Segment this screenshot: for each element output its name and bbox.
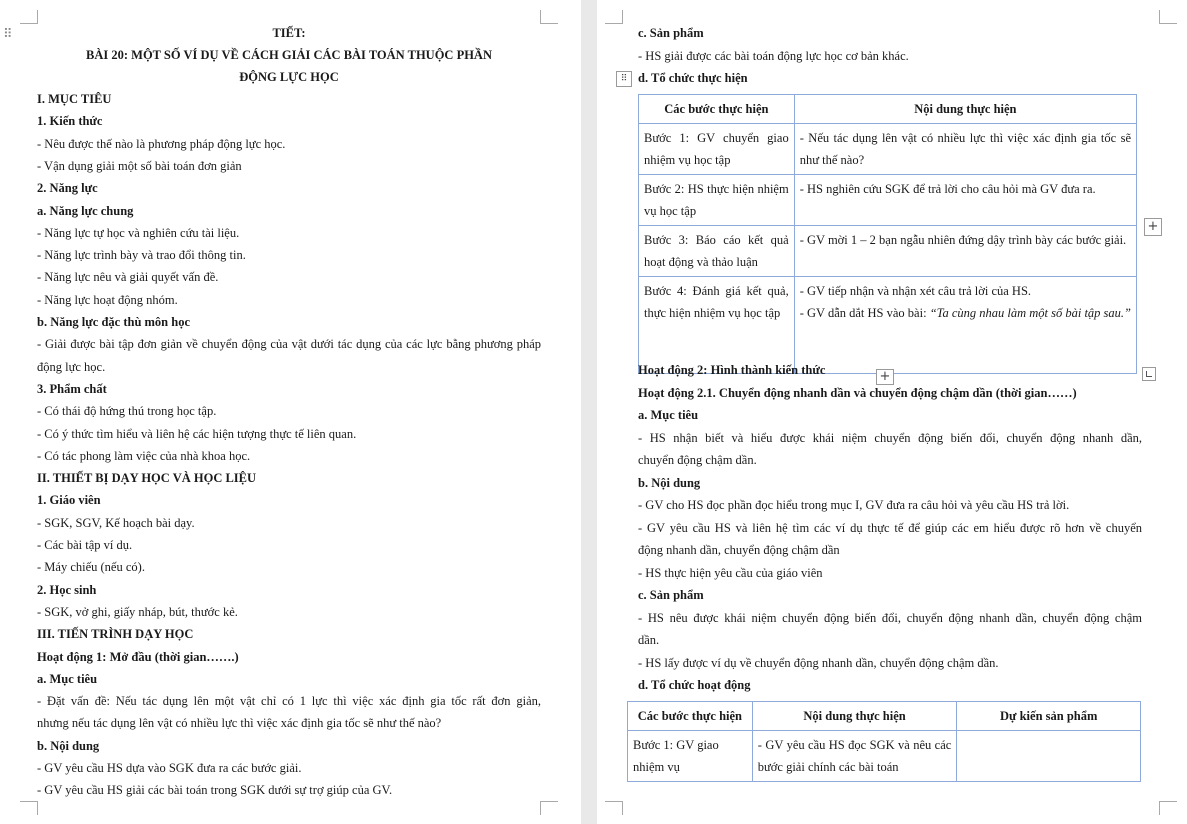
section-heading: d. Tổ chức hoạt động xyxy=(638,678,751,692)
body-text-line: - Có tác phong làm việc của nhà khoa học. xyxy=(37,448,251,463)
column-header-content: Nội dung thực hiện xyxy=(752,702,957,731)
product-cell xyxy=(957,731,1141,782)
body-text-line: - GV yêu cầu HS dựa vào SGK đưa ra các bước giải. xyxy=(37,761,302,775)
step-cell: Bước 2: HS thực hiện nhiệm vụ học tập xyxy=(639,175,795,226)
body-text-line: - GV cho HS đọc phần đọc hiểu trong mục I, GV đưa ra câu hỏi và yêu cầu HS trả lời. xyxy=(638,498,1070,512)
activity1-plan-table xyxy=(638,94,1137,374)
step-cell: Bước 1: GV giao nhiệm vụ xyxy=(628,731,753,782)
section-heading: Hoạt động 1: Mở đầu (thời gian…….) xyxy=(37,649,239,664)
crop-mark-top-right xyxy=(540,10,558,24)
column-header-content: Nội dung thực hiện xyxy=(794,95,1136,124)
section-heading: II. THIẾT BỊ DẠY HỌC VÀ HỌC LIỆU xyxy=(37,471,257,486)
table-row xyxy=(628,731,1141,782)
table-row xyxy=(639,175,1137,226)
body-text-line: - HS lấy được ví dụ về chuyển động nhanh dần, chuyển động chậm dần. xyxy=(638,655,999,670)
table-move-handle-icon[interactable]: ⠿ xyxy=(616,71,632,87)
column-header-product: Dự kiến sản phẩm xyxy=(957,702,1141,731)
body-text-line: - SGK, vở ghi, giấy nháp, bút, thước kẻ. xyxy=(37,604,238,619)
column-header-steps: Các bước thực hiện xyxy=(628,702,753,731)
section-heading: 3. Phẩm chất xyxy=(37,381,107,396)
crop-mark-bottom-left xyxy=(20,801,38,815)
add-column-plus-icon[interactable]: + xyxy=(876,369,894,385)
table-row xyxy=(639,277,1137,374)
section-heading: 2. Năng lực xyxy=(37,181,98,196)
content-line xyxy=(800,302,1131,324)
section-heading: d. Tổ chức thực hiện xyxy=(638,71,748,85)
section-heading: III. TIẾN TRÌNH DẠY HỌC xyxy=(37,627,194,642)
section-heading: c. Sản phẩm xyxy=(638,588,704,602)
table-header-row xyxy=(628,702,1141,731)
section-heading: c. Sản phẩm xyxy=(638,26,704,40)
section-heading: Hoạt động 2: Hình thành kiến thức xyxy=(638,363,826,377)
content-cell: - Nếu tác dụng lên vật có nhiều lực thì việc xác định gia tốc sẽ như thế nào? xyxy=(794,124,1136,175)
body-text-line: - Có thái độ hứng thú trong học tập. xyxy=(37,404,217,419)
add-row-plus-icon[interactable]: + xyxy=(1144,218,1162,236)
section-heading: a. Năng lực chung xyxy=(37,203,134,218)
body-text-line: nhưng nếu tác dụng lên vật có nhiều lực thì việc xác định gia tốc sẽ như thế nào? xyxy=(37,716,442,731)
body-text-line: - Các bài tập ví dụ. xyxy=(37,538,133,552)
crop-mark-bottom-right xyxy=(1159,801,1177,815)
body-text-line: chuyển động chậm dần. xyxy=(638,453,757,467)
table-row xyxy=(639,124,1137,175)
section-heading: 2. Học sinh xyxy=(37,582,97,597)
body-text-line: - Máy chiếu (nếu có). xyxy=(37,560,145,575)
body-text-line: - Vận dụng giải một số bài toán đơn giản xyxy=(37,158,242,173)
body-text-line: - Năng lực nêu và giải quyết vấn đề. xyxy=(37,270,219,285)
crop-mark-bottom-right xyxy=(540,801,558,815)
section-heading: b. Nội dung xyxy=(37,738,100,753)
section-heading: a. Mục tiêu xyxy=(37,671,98,686)
body-text-line: - Năng lực trình bày và trao đổi thông tin. xyxy=(37,248,246,263)
body-text-line: động nhanh dần, chuyển động chậm dần xyxy=(638,543,840,557)
step-cell: Bước 1: GV chuyển giao nhiệm vụ học tập xyxy=(639,124,795,175)
table-resize-handle-icon[interactable] xyxy=(1142,367,1156,381)
lesson-period-title: TIẾT: xyxy=(272,26,306,40)
page-gutter xyxy=(581,0,597,824)
step-cell: Bước 3: Báo cáo kết quả hoạt động và thảo luận xyxy=(639,226,795,277)
crop-mark-top-left xyxy=(20,10,38,24)
content-cell: - GV mời 1 – 2 bạn ngẫu nhiên đứng dậy trình bày các bước giải. xyxy=(794,226,1136,277)
body-text-line: - HS thực hiện yêu cầu của giáo viên xyxy=(638,565,823,580)
body-text-line: - HS nêu được khái niệm chuyển động biến đổi, chuyển động nhanh dần, chuyển động chậm xyxy=(638,610,1142,625)
table-header-row xyxy=(639,95,1137,124)
content-line: - GV tiếp nhận và nhận xét câu trả lời của HS. xyxy=(799,284,1032,298)
drag-handle-icon[interactable]: ⠿ xyxy=(3,27,13,42)
content-cell: - HS nghiên cứu SGK để trả lời cho câu hỏi mà GV đưa ra. xyxy=(794,175,1136,226)
body-text-line: - Đặt vấn đề: Nếu tác dụng lên một vật chỉ có 1 lực thì việc xác định gia tốc rất đơn giản, xyxy=(37,694,541,709)
crop-mark-top-left xyxy=(605,10,623,24)
body-text-line: - Có ý thức tìm hiểu và liên hệ các hiện tượng thực tế liên quan. xyxy=(37,426,357,441)
lesson-title: BÀI 20: MỘT SỐ VÍ DỤ VỀ CÁCH GIẢI CÁC BÀI TOÁN THUỘC PHẦN xyxy=(86,48,492,62)
document-page-left xyxy=(0,0,581,824)
body-text-line: - Giải được bài tập đơn giản về chuyển động của vật dưới tác dụng của các lực bằng phương pháp xyxy=(37,337,541,352)
document-page-right xyxy=(597,0,1187,824)
column-header-steps: Các bước thực hiện xyxy=(639,95,795,124)
crop-mark-bottom-left xyxy=(605,801,623,815)
section-heading: 1. Giáo viên xyxy=(37,493,101,508)
section-heading: Hoạt động 2.1. Chuyển động nhanh dần và chuyển động chậm dần (thời gian……) xyxy=(638,385,1077,400)
body-text-line: - GV yêu cầu HS và liên hệ tìm các ví dụ thực tế để giúp các em hiểu được rõ hơn về chuyển xyxy=(638,520,1142,535)
content-cell: - GV yêu cầu HS đọc SGK và nêu các bước giải chính các bài toán xyxy=(752,731,957,782)
body-text-line: - GV yêu cầu HS giải các bài toán trong SGK dưới sự trợ giúp của GV. xyxy=(37,783,393,798)
body-text-line: - Năng lực tự học và nghiên cứu tài liệu. xyxy=(37,225,240,240)
body-text-line: dần. xyxy=(638,633,660,647)
content-prefix: - GV dẫn dắt HS vào bài: xyxy=(799,306,930,320)
body-text-line: - SGK, SGV, Kế hoạch bài dạy. xyxy=(37,515,195,530)
activity2-plan-table xyxy=(627,701,1141,782)
body-text-line: - Năng lực hoạt động nhóm. xyxy=(37,292,178,307)
body-text-line: - Nêu được thế nào là phương pháp động lực học. xyxy=(37,136,286,151)
content-cell xyxy=(794,277,1136,374)
section-heading: b. Nội dung xyxy=(638,475,701,490)
section-heading: I. MỤC TIÊU xyxy=(37,92,112,106)
body-text-line: - HS nhận biết và hiểu được khái niệm chuyển động biến đổi, chuyển động nhanh dần, xyxy=(638,430,1142,445)
step-cell: Bước 4: Đánh giá kết quả, thực hiện nhiệm vụ học tập xyxy=(639,277,795,374)
section-heading: b. Năng lực đặc thù môn học xyxy=(37,315,191,329)
lesson-title-cont: ĐỘNG LỰC HỌC xyxy=(239,70,339,84)
table-row xyxy=(639,226,1137,277)
section-heading: a. Mục tiêu xyxy=(638,408,699,422)
crop-mark-top-right xyxy=(1159,10,1177,24)
body-text-line: - HS giải được các bài toán động lực học cơ bản khác. xyxy=(638,48,909,63)
section-heading: 1. Kiến thức xyxy=(37,114,103,129)
content-quote: “Ta cùng nhau làm một số bài tập sau.” xyxy=(929,306,1131,320)
body-text-line: động lực học. xyxy=(37,359,106,374)
